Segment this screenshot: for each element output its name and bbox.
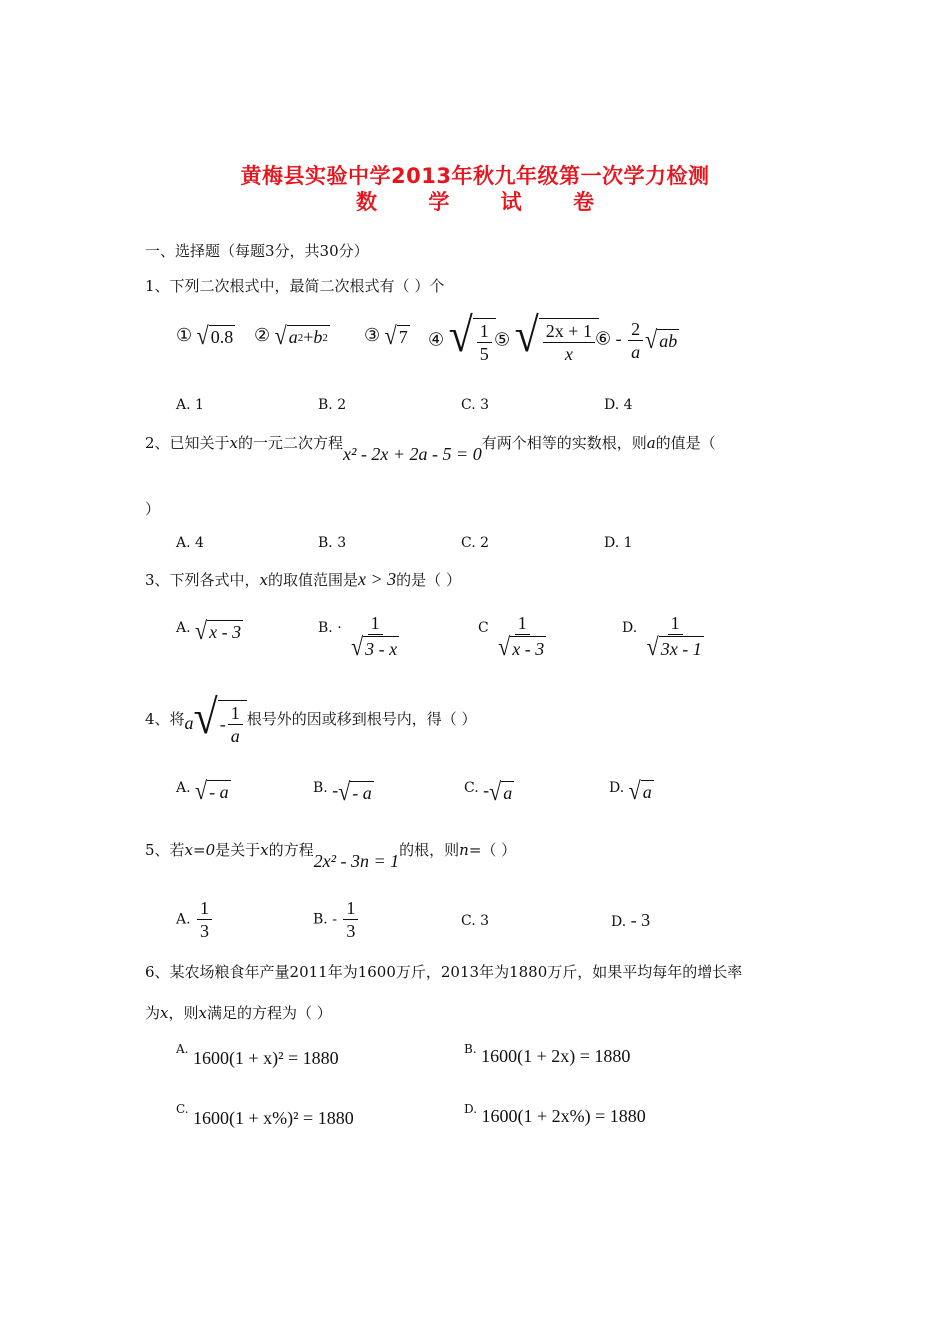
q6-option-c[interactable]: C. 1600(1 + x%)² = 1880: [176, 1102, 354, 1128]
question-6-stem-line1: 6、某农场粮食年产量2011年为1600万斤，2013年为1880万斤，如果平均每年的增长率: [145, 963, 743, 981]
q5-option-a[interactable]: A. $\frac{1}{3}$: [176, 897, 214, 942]
q5-option-d[interactable]: D. - 3: [611, 910, 651, 930]
q3-option-a[interactable]: A. √ x - 3: [176, 615, 242, 645]
q4-radical: √ - $\frac{1}{a}$: [194, 700, 247, 747]
q3-option-d[interactable]: D. 1 √ 3x - 1: [622, 613, 702, 661]
question-2-stem: 2、已知关于x的一元二次方程x² - 2x + 2a - 5 = 0有两个相等的实数根，则a的值是（: [145, 434, 716, 464]
q2-option-a[interactable]: A. 4: [176, 535, 204, 551]
q6-option-a[interactable]: A. 1600(1 + x)² = 1880: [176, 1042, 339, 1068]
q1-item-1: ① √ 0.8: [176, 321, 234, 351]
q3-option-c[interactable]: C 1 √ x - 3: [478, 613, 545, 661]
q6-option-b[interactable]: B. 1600(1 + 2x) = 1880: [464, 1042, 631, 1066]
q3-option-b[interactable]: B. · 1 √ 3 - x: [318, 613, 398, 661]
q1-item-2: ② √ a 2 + b 2: [254, 321, 328, 351]
exam-subtitle: 数 学 试 卷: [356, 190, 616, 214]
q2-option-b[interactable]: B. 3: [318, 535, 347, 551]
q5-option-c[interactable]: C. 3: [461, 913, 490, 929]
q4-option-d[interactable]: D. √ a: [609, 775, 652, 805]
q4-option-b[interactable]: B. - √ - a: [313, 776, 372, 806]
question-2-close: ）: [145, 500, 161, 518]
q4-option-a[interactable]: A. √ - a: [176, 775, 229, 805]
q1-option-b[interactable]: B. 2: [318, 397, 347, 413]
q1-option-a[interactable]: A. 1: [176, 397, 204, 413]
q2-option-c[interactable]: C. 2: [461, 535, 490, 551]
q6-option-d[interactable]: D. 1600(1 + 2x%) = 1880: [464, 1102, 646, 1126]
question-5-stem: 5、若x=0是关于x的方程2x² - 3n = 1的根，则n=（ ）: [145, 841, 517, 871]
q1-item-3: ③ √ 7: [364, 321, 408, 351]
question-3-stem: 3、下列各式中，x的取值范围是x > 3的是（ ）: [145, 569, 461, 589]
q1-item-4: ④ √ $\frac{1}{5}$: [428, 318, 496, 365]
q3-condition: x > 3: [358, 569, 397, 589]
exam-title: 黄梅县实验中学2013年秋九年级第一次学力检测: [240, 164, 710, 188]
q1-item-5: ⑤ √ $\frac{2x + 1}{x}$: [494, 318, 599, 365]
question-4-stem: 4、将a √ - $\frac{1}{a}$ 根号外的因或移到根号内，得（ ）: [145, 690, 477, 746]
q5-option-b[interactable]: B. - $\frac{1}{3}$: [313, 897, 360, 942]
q1-option-d[interactable]: D. 4: [604, 397, 633, 413]
q4-option-c[interactable]: C. - √ a: [464, 776, 513, 806]
section-heading: 一、选择题（每题3分，共30分）: [145, 242, 369, 260]
q1-option-c[interactable]: C. 3: [461, 397, 490, 413]
question-1-stem: 1、下列二次根式中，最简二次根式有（ ）个: [145, 277, 445, 295]
q1-item-6: ⑥ - $\frac{2}{a}$ √ ab: [595, 319, 678, 362]
q2-option-d[interactable]: D. 1: [604, 535, 633, 551]
q2-equation: x² - 2x + 2a - 5 = 0: [343, 444, 482, 464]
q5-equation: 2x² - 3n = 1: [313, 851, 400, 871]
question-6-stem-line2: 为x，则x满足的方程为（ ）: [145, 1004, 332, 1022]
